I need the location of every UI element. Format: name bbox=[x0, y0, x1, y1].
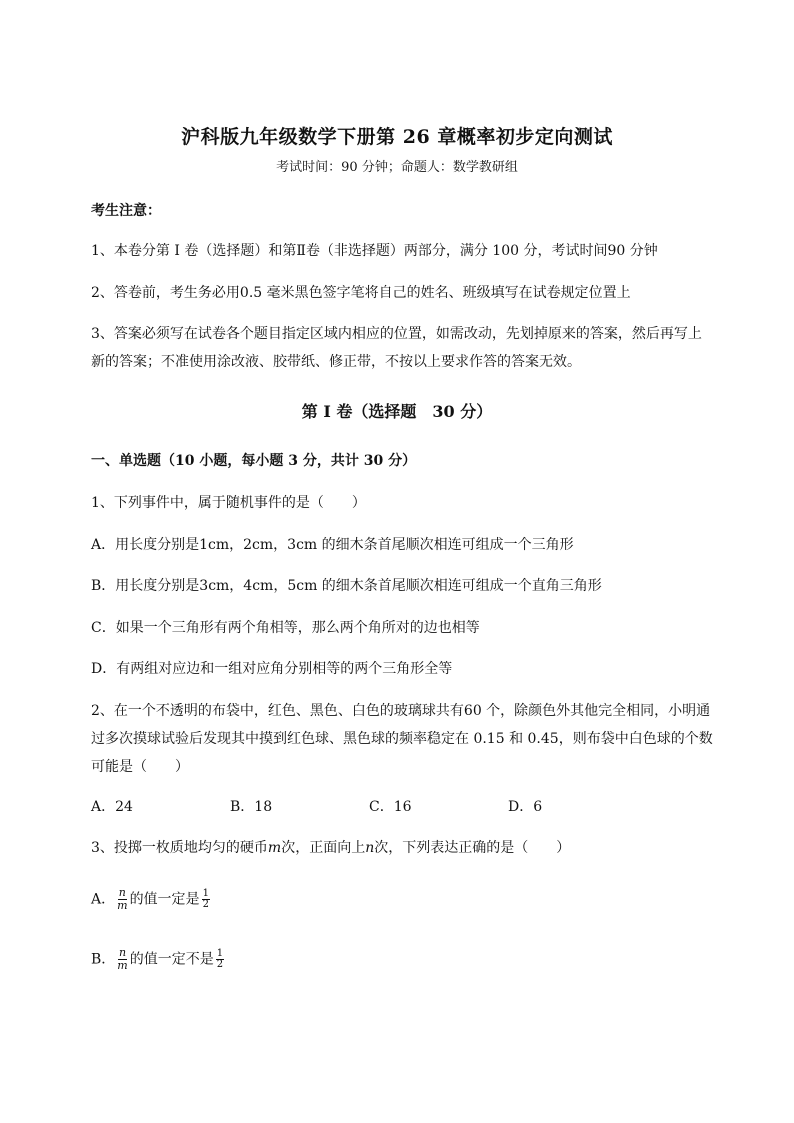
notice-item-1: 1、本卷分第 I 卷（选择题）和第Ⅱ卷（非选择题）两部分，满分 100 分，考试时间90 分钟 bbox=[91, 243, 658, 259]
question-3-stem bbox=[91, 838, 714, 858]
question-3-stem-mid: 次，正面向上 bbox=[281, 840, 366, 856]
fraction-numerator: n bbox=[118, 886, 126, 899]
option-a-text: 的值一定是 bbox=[129, 891, 200, 908]
half-numerator: 1 bbox=[216, 948, 224, 959]
fraction-n-over-m bbox=[117, 887, 127, 912]
notice-heading: 考生注意： bbox=[91, 203, 161, 219]
half-denominator: 2 bbox=[216, 959, 224, 970]
question-1-option-a: A．用长度分别是1cm，2cm，3cm 的细木条首尾顺次相连可组成一个三角形 bbox=[91, 537, 574, 553]
fraction-denominator: m bbox=[117, 899, 128, 912]
question-1-option-d: D．有两组对应边和一组对应角分别相等的两个三角形全等 bbox=[91, 661, 453, 677]
question-2-options bbox=[91, 797, 714, 817]
fraction-one-half bbox=[216, 949, 224, 970]
question-1-stem: 1、下列事件中，属于随机事件的是（ ） bbox=[91, 495, 366, 511]
question-3-stem-pre: 3、投掷一枚质地均匀的硬币 bbox=[91, 840, 268, 856]
section-title: 第 I 卷（选择题 30 分） bbox=[301, 402, 493, 421]
question-2-option-d: D．6 bbox=[508, 799, 543, 815]
fraction-n-over-m bbox=[117, 947, 127, 972]
option-a-label: A． bbox=[91, 891, 116, 908]
question-1-option-b: B．用长度分别是3cm，4cm，5cm 的细木条首尾顺次相连可组成一个直角三角形 bbox=[91, 578, 602, 594]
exam-subtitle: 考试时间：90 分钟；命题人：数学教研组 bbox=[276, 160, 518, 175]
page-title: 沪科版九年级数学下册第 26 章概率初步定向测试 bbox=[181, 126, 613, 148]
option-b-label: B． bbox=[91, 951, 116, 968]
half-denominator: 2 bbox=[202, 899, 209, 910]
question-2-option-a: A．24 bbox=[91, 799, 133, 815]
variable-n: n bbox=[365, 840, 375, 856]
question-3-option-a bbox=[91, 887, 714, 912]
notice-item-2: 2、答卷前，考生务必用0.5 毫米黑色签字笔将自己的姓名、班级填写在试卷规定位置上 bbox=[91, 285, 631, 301]
fraction-denominator: m bbox=[117, 959, 128, 972]
half-numerator: 1 bbox=[202, 888, 209, 899]
question-2-option-c: C．16 bbox=[369, 799, 412, 815]
option-b-text: 的值一定不是 bbox=[129, 951, 214, 968]
fraction-one-half bbox=[202, 889, 210, 910]
question-1-option-c: C．如果一个三角形有两个角相等，那么两个角所对的边也相等 bbox=[91, 620, 480, 636]
variable-m: m bbox=[267, 840, 282, 856]
question-3-stem-post: 次，下列表达正确的是（ ） bbox=[374, 840, 571, 856]
fraction-numerator: n bbox=[118, 946, 127, 959]
question-2-stem: 2、在一个不透明的布袋中，红色、黑色、白色的玻璃球共有60 个，除颜色外其他完全相同，小明通过多次摸球试验后发现其中摸到红色球、黑色球的频率稳定在 0.15 和 0.45，则布袋中白色球的个数可能是（ ） bbox=[91, 703, 713, 775]
notice-item-3: 3、答案必须写在试卷各个题目指定区域内相应的位置，如需改动，先划掉原来的答案，然后再写上新的答案；不准使用涂改液、胶带纸、修正带，不按以上要求作答的答案无效。 bbox=[91, 326, 702, 370]
part-heading: 一、单选题（10 小题，每小题 3 分，共计 30 分） bbox=[91, 453, 417, 469]
question-2-option-b: B．18 bbox=[230, 799, 273, 815]
question-3-option-b bbox=[91, 947, 714, 972]
